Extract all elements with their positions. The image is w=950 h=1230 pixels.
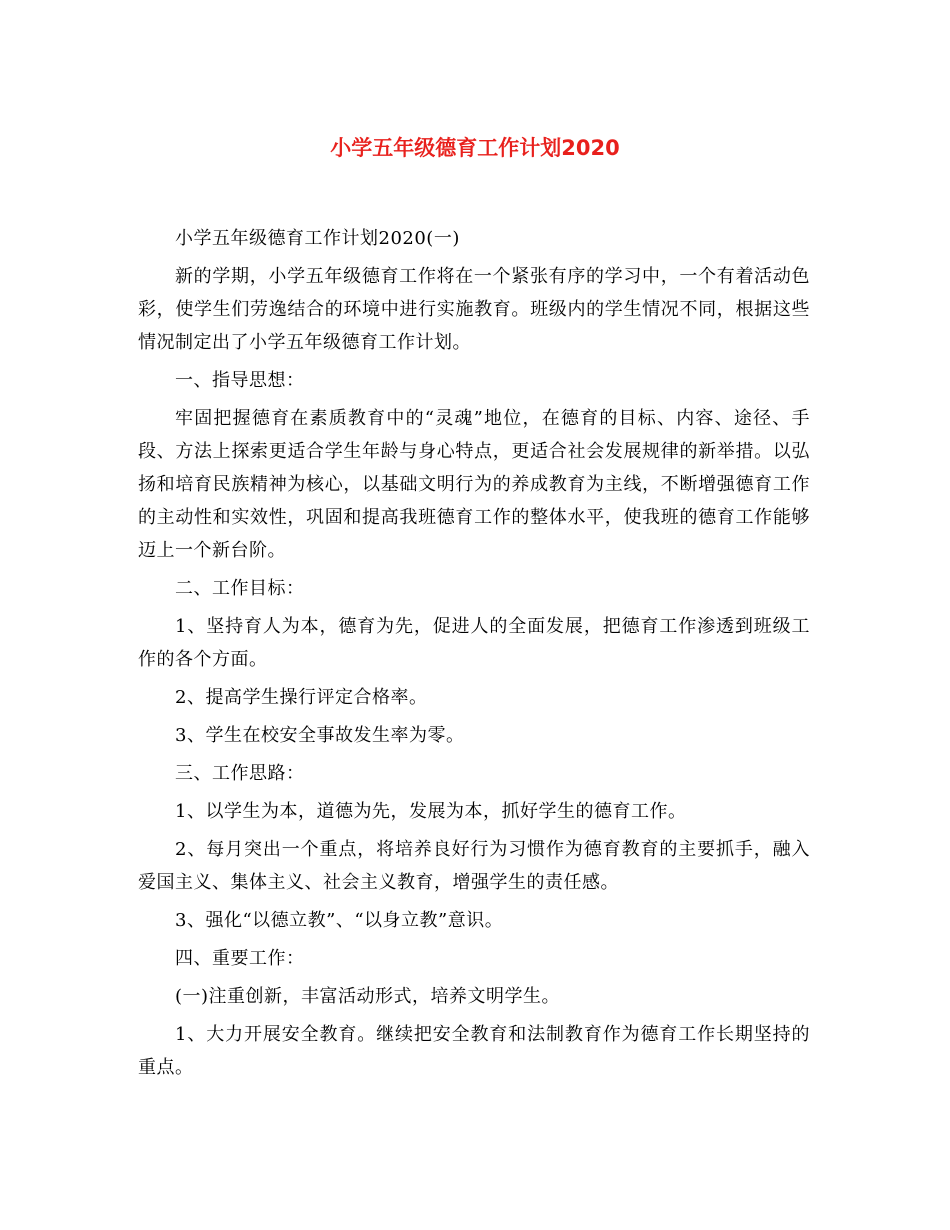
approach-item-1: 1、以学生为本，道德为先，发展为本，抓好学生的德育工作。 bbox=[175, 801, 687, 822]
paragraph-intro: 新的学期，小学五年级德育工作将在一个紧张有序的学习中，一个有着活动色彩，使学生们劳逸结合的环境中进行实施教育。班级内的学生情况不同，根据这些情况制定出了小学五年级德育工作计划。 bbox=[138, 266, 810, 353]
document-body bbox=[138, 222, 810, 1089]
goal-item-3: 3、学生在校安全事故发生率为零。 bbox=[175, 725, 465, 746]
goal-item-2: 2、提高学生操行评定合格率。 bbox=[175, 687, 428, 708]
paragraph-subtitle: 小学五年级德育工作计划2020(一) bbox=[175, 228, 460, 249]
key-work-item-1: 1、大力开展安全教育。继续把安全教育和法制教育作为德育工作长期坚持的重点。 bbox=[138, 1024, 810, 1078]
approach-item-3: 3、强化“以德立教”、“以身立教”意识。 bbox=[175, 910, 504, 931]
paragraph-guiding-thought: 牢固把握德育在素质教育中的“灵魂”地位，在德育的目标、内容、途径、手段、方法上探索更适合学生年龄与身心特点，更适合社会发展规律的新举措。以弘扬和培育民族精神为核心，以基础文明行为的养成教育为主线，不断增强德育工作的主动性和实效性，巩固和提高我班德育工作的整体水平，使我班的德育工作能够迈上一个新台阶。 bbox=[138, 408, 810, 561]
section-heading-work-approach: 三、工作思路： bbox=[175, 763, 305, 784]
approach-item-2: 2、每月突出一个重点，将培养良好行为习惯作为德育教育的主要抓手，融入爱国主义、集体主义、社会主义教育，增强学生的责任感。 bbox=[138, 839, 810, 893]
goal-item-1: 1、坚持育人为本，德育为先，促进人的全面发展，把德育工作渗透到班级工作的各个方面。 bbox=[138, 616, 810, 670]
section-heading-work-goals: 二、工作目标： bbox=[175, 578, 305, 599]
section-heading-guiding-thought: 一、指导思想： bbox=[175, 370, 305, 391]
key-work-subheading-1: (一)注重创新，丰富活动形式，培养文明学生。 bbox=[175, 986, 561, 1007]
document-title: 小学五年级德育工作计划2020 bbox=[330, 136, 620, 160]
section-heading-key-work: 四、重要工作： bbox=[175, 948, 305, 969]
